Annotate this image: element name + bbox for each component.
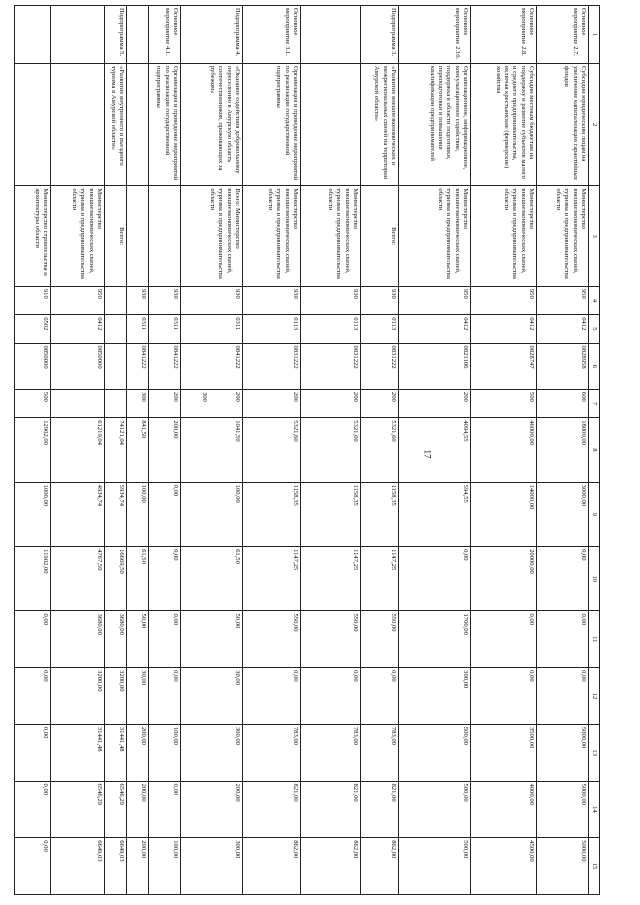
program-code: Основное мероприятие 2.10.: [398, 6, 470, 64]
year-value: 0,00: [536, 668, 588, 725]
year-value: 862,00: [242, 838, 300, 895]
vr-code: 200: [360, 389, 398, 417]
program-title: Организационное, информационное, консультационное содействие, поддержка в области подготовки, переподготовки и повышения квалификации предпринимателей: [398, 63, 470, 185]
executor: Министерство внешнеэкономических связей, туризма и предпринимательства области: [50, 186, 104, 286]
page-number: 17: [422, 449, 433, 459]
header-cell: 2: [588, 63, 599, 185]
table-row: [242, 6, 300, 895]
rzpr-code: 0412: [398, 315, 470, 343]
rzpr-code: 0412: [536, 315, 588, 343]
header-cell: 14: [588, 781, 599, 838]
grbs-code: 930: [242, 286, 300, 314]
year-value: 1158,35: [242, 482, 300, 546]
rzpr-code: 0412: [470, 315, 536, 343]
total-value: 200,00: [148, 418, 180, 482]
csr-code: 0841222: [148, 343, 180, 389]
year-value: 6546,29: [50, 781, 104, 838]
year-value: 0,00: [14, 611, 50, 668]
table-row: [536, 6, 588, 895]
total-value: 5321,60: [242, 418, 300, 482]
total-value: 841,50: [126, 418, 148, 482]
header-cell: 13: [588, 724, 599, 781]
year-value: 783,00: [300, 724, 360, 781]
table-row: [126, 6, 148, 895]
year-value: 862,00: [300, 838, 360, 895]
rzpr-code: 0113: [242, 315, 300, 343]
year-value: 500,00: [398, 781, 470, 838]
grbs-code: 930: [148, 286, 180, 314]
header-cell: 8: [588, 418, 599, 482]
executor: Министерство строительства и архитектуры области: [14, 186, 50, 286]
program-code: Основное мероприятие 4.1.: [148, 6, 180, 64]
program-code: [126, 6, 148, 64]
program-code: Основное мероприятие 2.7.: [536, 6, 588, 64]
budget-table-rotated: [33, 5, 600, 895]
program-title: [50, 63, 104, 185]
vr-code-a: 200: [233, 391, 241, 402]
executor: Министерство внешнеэкономических связей, туризма и предпринимательства области: [242, 186, 300, 286]
vr-code: 200: [148, 389, 180, 417]
csr-code: 0828958: [536, 343, 588, 389]
vr-code-b: 300: [200, 391, 208, 402]
total-value: 5321,60: [300, 418, 360, 482]
year-value: 783,00: [242, 724, 300, 781]
year-value: 550,00: [360, 611, 398, 668]
rzpr-code: 0113: [360, 315, 398, 343]
year-value: 0,00: [242, 668, 300, 725]
csr-code: 0841222: [180, 343, 242, 389]
table-row: [104, 6, 126, 895]
vr-code: 200: [398, 389, 470, 417]
table-row: [180, 6, 242, 895]
year-value: 5000,00: [536, 781, 588, 838]
table-row: [360, 6, 398, 895]
year-value: 61,50: [126, 547, 148, 611]
table-row: [148, 6, 180, 895]
year-value: 16669,50: [104, 547, 126, 611]
year-value: 5000,00: [536, 838, 588, 895]
year-value: 100,00: [148, 838, 180, 895]
year-value: 3200,00: [104, 668, 126, 725]
executor: Всего:: [360, 186, 398, 286]
csr-code: 0850000: [14, 343, 50, 389]
grbs-code: [104, 286, 126, 314]
vr-code: [180, 389, 242, 417]
csr-code: 0828747: [470, 343, 536, 389]
program-code: [14, 6, 50, 64]
year-value: 1147,25: [300, 547, 360, 611]
grbs-code: 910: [14, 286, 50, 314]
year-value: 1147,25: [360, 547, 398, 611]
program-code: Основное мероприятие 3.1.: [242, 6, 300, 64]
executor: Всего: Министерство внешнеэкономических связей, туризма и предпринимательства области: [180, 186, 242, 286]
vr-code: 300: [126, 389, 148, 417]
program-code: Подпрограмма 5.: [104, 6, 126, 64]
table-row: [470, 6, 536, 895]
rzpr-code: 0502: [14, 315, 50, 343]
year-value: 0,00: [148, 611, 180, 668]
vr-code: [50, 389, 104, 417]
csr-code: 0841222: [126, 343, 148, 389]
executor: Министерство внешнеэкономических связей, туризма и предпринимательства области: [300, 186, 360, 286]
year-value: 50,00: [180, 611, 242, 668]
year-value: 100,00: [180, 482, 242, 546]
year-value: 821,00: [300, 781, 360, 838]
year-value: 200,00: [126, 724, 148, 781]
year-value: 550,00: [242, 611, 300, 668]
year-value: 300,00: [180, 724, 242, 781]
year-value: 6546,29: [104, 781, 126, 838]
year-value: 300,00: [180, 838, 242, 895]
year-value: 3680,00: [104, 611, 126, 668]
year-value: 0,00: [300, 668, 360, 725]
year-value: 0,00: [148, 781, 180, 838]
year-value: 0,00: [14, 781, 50, 838]
table-row: [50, 6, 104, 895]
csr-code: 0831222: [300, 343, 360, 389]
year-value: 500,00: [398, 838, 470, 895]
csr-code: 0821106: [398, 343, 470, 389]
executor: [126, 186, 148, 286]
year-value: 4767,50: [50, 547, 104, 611]
year-value: 11902,00: [14, 547, 50, 611]
year-value: 20000,00: [470, 547, 536, 611]
header-cell: 5: [588, 315, 599, 343]
year-value: 200,00: [126, 781, 148, 838]
rzpr-code: 0311: [148, 315, 180, 343]
total-value: 5321,60: [360, 418, 398, 482]
year-value: 821,00: [242, 781, 300, 838]
executor: Министерство внешнеэкономических связей, туризма и предпринимательства области: [398, 186, 470, 286]
year-value: 3680,00: [50, 611, 104, 668]
program-title: Организация и проведение мероприятий по реализации государственной подпрограммы: [242, 63, 300, 185]
year-value: 0,00: [360, 668, 398, 725]
header-cell: 9: [588, 482, 599, 546]
year-value: 5934,74: [104, 482, 126, 546]
year-value: 4000,00: [470, 781, 536, 838]
csr-code: 0831222: [242, 343, 300, 389]
year-value: 30,00: [180, 668, 242, 725]
year-value: 0,00: [148, 547, 180, 611]
year-value: 3200,00: [50, 668, 104, 725]
year-value: 0,00: [148, 482, 180, 546]
year-value: 783,00: [360, 724, 398, 781]
vr-code: 500: [14, 389, 50, 417]
grbs-code: 950: [50, 286, 104, 314]
program-code: [50, 6, 104, 64]
grbs-code: 950: [398, 286, 470, 314]
program-title: «Оказание содействия добровольному переселению в Амурскую область соотечественников, проживающих за рубежом»: [180, 63, 242, 185]
header-row: [588, 6, 599, 895]
executor: Министерство внешнеэкономических связей, туризма и предпринимательства области: [470, 186, 536, 286]
year-value: 1700,00: [398, 611, 470, 668]
year-value: 550,00: [300, 611, 360, 668]
rzpr-code: 0311: [180, 315, 242, 343]
header-cell: 15: [588, 838, 599, 895]
total-value: 18000,00: [536, 418, 588, 482]
rzpr-code: 0113: [300, 315, 360, 343]
year-value: 0,00: [14, 668, 50, 725]
year-value: 0,00: [470, 668, 536, 725]
year-value: 200,00: [180, 781, 242, 838]
total-value: 4094,55: [398, 418, 470, 482]
year-value: 0,00: [14, 838, 50, 895]
vr-code: 200: [300, 389, 360, 417]
rzpr-code: [104, 315, 126, 343]
year-value: 3500,00: [470, 724, 536, 781]
year-value: 3000,00: [536, 482, 588, 546]
header-cell: 10: [588, 547, 599, 611]
year-value: 1158,35: [300, 482, 360, 546]
year-value: 500,00: [398, 724, 470, 781]
executor: [148, 186, 180, 286]
year-value: 200,00: [126, 838, 148, 895]
year-value: 594,55: [398, 482, 470, 546]
total-value: 74121,04: [104, 418, 126, 482]
year-value: 6649,03: [104, 838, 126, 895]
grbs-code: 930: [360, 286, 398, 314]
year-value: 0,00: [470, 611, 536, 668]
grbs-code: 930: [180, 286, 242, 314]
program-code: Подпрограмма 3.: [360, 6, 398, 64]
program-code: Основное мероприятие 2.8.: [470, 6, 536, 64]
header-cell: 4: [588, 286, 599, 314]
year-value: 14000,00: [470, 482, 536, 546]
header-cell: 1: [588, 6, 599, 64]
header-cell: 7: [588, 389, 599, 417]
year-value: 0,00: [536, 547, 588, 611]
year-value: 0,00: [536, 611, 588, 668]
vr-code: 500: [470, 389, 536, 417]
executor: Министерство внешнеэкономических связей, туризма и предпринимательства области: [536, 186, 588, 286]
total-value: 12902,00: [14, 418, 50, 482]
year-value: 300,00: [398, 668, 470, 725]
year-value: 862,00: [360, 838, 398, 895]
year-value: 5000,00: [536, 724, 588, 781]
csr-code: 0831222: [360, 343, 398, 389]
program-title: [300, 63, 360, 185]
year-value: 61,50: [180, 547, 242, 611]
total-value: 46000,00: [470, 418, 536, 482]
grbs-code: 930: [300, 286, 360, 314]
header-cell: 3: [588, 186, 599, 286]
executor: Всего:: [104, 186, 126, 286]
budget-table: [14, 5, 600, 895]
program-code: [300, 6, 360, 64]
year-value: 1158,35: [360, 482, 398, 546]
year-value: 31441,48: [50, 724, 104, 781]
program-title: [14, 63, 50, 185]
year-value: 100,00: [126, 482, 148, 546]
program-title: [126, 63, 148, 185]
total-value: 1041,50: [180, 418, 242, 482]
total-value: 61219,04: [50, 418, 104, 482]
program-code: Подпрограмма 4.: [180, 6, 242, 64]
year-value: 31441,48: [104, 724, 126, 781]
header-cell: 6: [588, 343, 599, 389]
program-title: Субсидии местным бюджетам на поддержку и развитие субъектов малого и среднего предпринимательства, включая крестьянские (фермерские) хозяйства: [470, 63, 536, 185]
year-value: 50,00: [126, 611, 148, 668]
rzpr-code: 0311: [126, 315, 148, 343]
grbs-code: 950: [470, 286, 536, 314]
rzpr-code: 0412: [50, 315, 104, 343]
year-value: 0,00: [398, 547, 470, 611]
year-value: 4500,00: [470, 838, 536, 895]
vr-code: [104, 389, 126, 417]
year-value: 0,00: [14, 724, 50, 781]
grbs-code: 930: [126, 286, 148, 314]
header-cell: 12: [588, 668, 599, 725]
year-value: 100,00: [148, 724, 180, 781]
program-title: «Развитие внешнеэкономических и межрегиональных связей на территории Амурской области»: [360, 63, 398, 185]
header-cell: 11: [588, 611, 599, 668]
year-value: 1147,25: [242, 547, 300, 611]
program-title: «Развитие внутреннего и въездного туризма в Амурской области»: [104, 63, 126, 185]
grbs-code: 950: [536, 286, 588, 314]
csr-code: [104, 343, 126, 389]
program-title: Организация и проведение мероприятий по реализации государственной подпрограммы: [148, 63, 180, 185]
table-row: [398, 6, 470, 895]
year-value: 821,00: [360, 781, 398, 838]
program-title: Субсидии юридическим лицам на увеличение капитализации гарантийных фондов: [536, 63, 588, 185]
vr-code: 600: [536, 389, 588, 417]
year-value: 4934,74: [50, 482, 104, 546]
csr-code: 0850000: [50, 343, 104, 389]
year-value: 6649,03: [50, 838, 104, 895]
vr-code: 200: [242, 389, 300, 417]
table-row: [300, 6, 360, 895]
year-value: 30,00: [126, 668, 148, 725]
year-value: 0,00: [148, 668, 180, 725]
table-row: [14, 6, 50, 895]
year-value: 1000,00: [14, 482, 50, 546]
